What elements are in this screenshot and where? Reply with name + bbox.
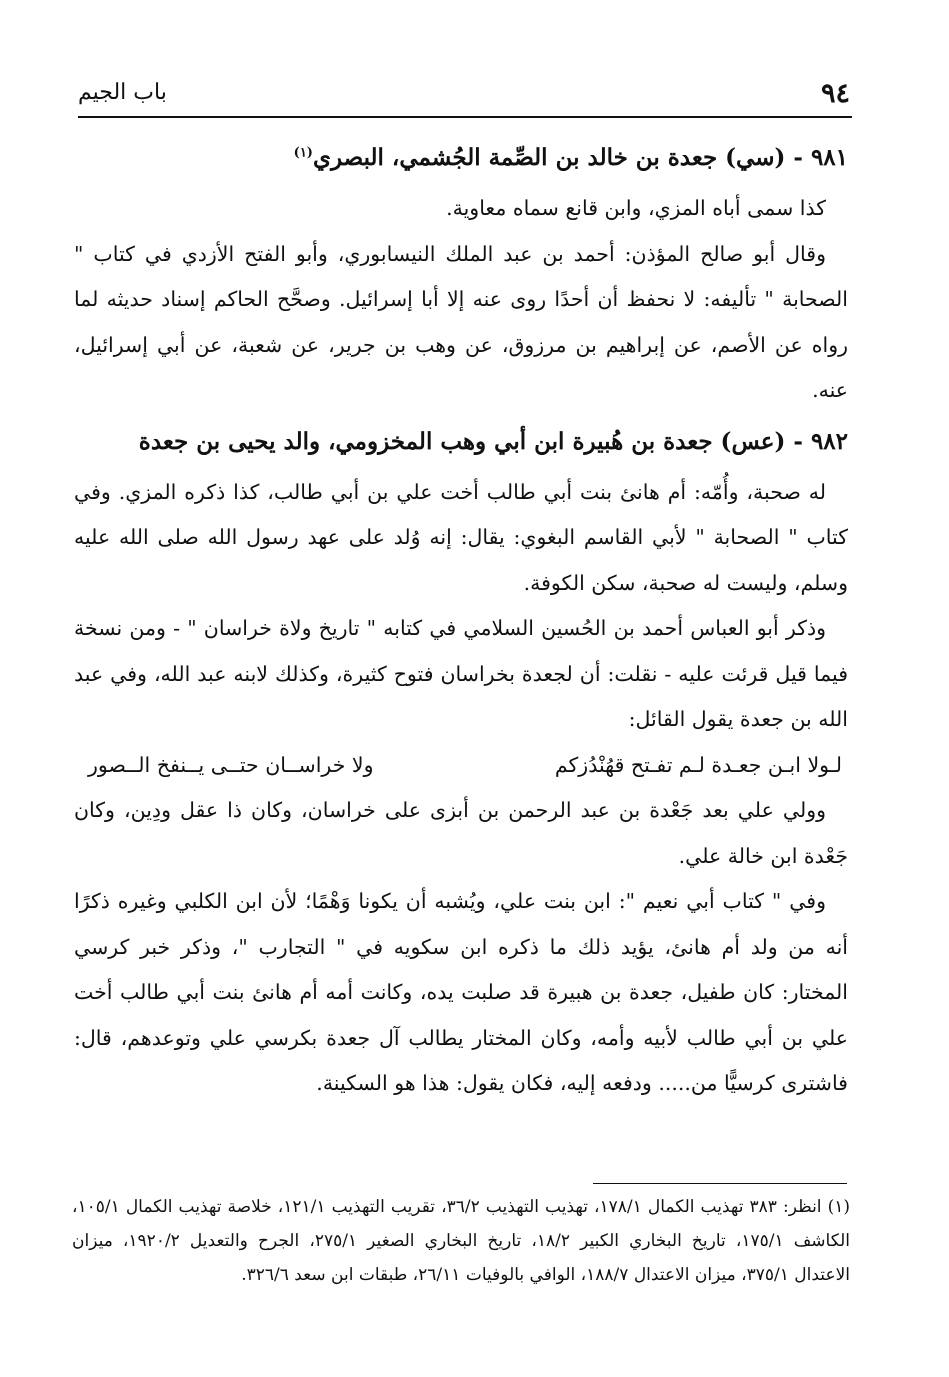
footnote-1: (١) انظر: ٣٨٣ تهذيب الكمال ١٧٨/١، تهذيب التهذيب ٣٦/٢، تقريب التهذيب ١٢١/١، خلاصة تهذيب الكمال ١٠٥/١، الكاشف ١٧٥/١، تاريخ البخاري الكبير ١٨/٢، تاريخ البخاري الصغير ٢٧٥/١، الجرح والتعديل ١٩٢٠/٢، ميزان الاعتدال ٣٧٥/١، ميزان الاعتدال ١٨٨/٧، الوافي بالوفيات ٢٦/١١، طبقات ابن سعد ٣٢٦/٦. — [72, 1197, 851, 1285]
chapter-title: باب الجيم — [78, 80, 167, 105]
entry-heading-982: ٩٨٢ - (عس) جعدة بن هُبيرة ابن أبي وهب المخزومي، والد يحيى بن جعدة — [138, 427, 848, 455]
entry-982-paragraph: وفي " كتاب أبي نعيم ": ابن بنت علي، ويُشبه أن يكونا وَهْمًا؛ لأن ابن الكلبي وغيره ذكرًا أنه من ولد أم هانئ، يؤيد ذلك ما ذكره ابن سكويه في " التجارب "، وذكر خبر كرسي المختار: كان طفيل، جعدة بن هبيرة قد صلبت يده، وكانت أمه أم هانئ بنت أبي طالب أخت علي بن أبي طالب لأبيه وأمه، وكان المختار يطالب آل جعدة بكرسي علي وتوعدهم، قال: فاشترى كرسيًّا من..... ودفعه إليه، فكان يقول: هذا هو السكينة. — [74, 889, 848, 1095]
header-rule — [78, 116, 852, 118]
page-header — [78, 68, 852, 118]
verse-first-hemistich: لـولا ابـن جعـدة لـم تفـتح قهُنْدُزكم — [554, 752, 842, 777]
footnotes — [72, 1190, 850, 1292]
verse-second-hemistich: ولا خراســان حتــى يــنفخ الــصور — [88, 752, 374, 777]
footnote-reference: (١) — [293, 145, 313, 161]
entry-heading-981-text: ٩٨١ - (سي) جعدة بن خالد بن الصِّمة الجُشمي، البصري — [312, 144, 848, 171]
entry-heading-981 — [74, 130, 848, 186]
page-number: ٩٤ — [820, 78, 850, 109]
page-body — [74, 130, 848, 1107]
poem-verse — [74, 743, 848, 789]
entry-981-paragraph: كذا سمى أباه المزي، وابن قانع سماه معاوية. — [446, 196, 826, 220]
entry-982-paragraph: وذكر أبو العباس أحمد بن الحُسين السلامي في كتابه " تاريخ ولاة خراسان " - ومن نسخة فيما قيل قرئت عليه - نقلت: أن لجعدة بخراسان فتوح كثيرة، وكذلك لابنه عبد الله، وفي عبد الله بن جعدة يقول القائل: — [74, 616, 848, 731]
footnote-separator — [593, 1183, 847, 1184]
entry-982-paragraph: وولي علي بعد جَعْدة بن عبد الرحمن بن أبزى على خراسان، وكان ذا عقل ودِين، وكان جَعْدة ابن خالة علي. — [74, 798, 848, 868]
entry-981-paragraph: وقال أبو صالح المؤذن: أحمد بن عبد الملك النيسابوري، وأبو الفتح الأزدي في كتاب " الصحابة " تأليفه: لا نحفظ أن أحدًا روى عنه إلا أبا إسرائيل. وصحَّح الحاكم إسناد حديثه لما رواه عن الأصم، عن إبراهيم بن مرزوق، عن وهب بن جرير، عن شعبة، عن أبي إسرائيل، عنه. — [74, 241, 848, 402]
entry-982-paragraph: له صحبة، وأُمّه: أم هانئ بنت أبي طالب أخت علي بن أبي طالب، كذا ذكره المزي. وفي كتاب " الصحابة " لأبي القاسم البغوي: يقال: إنه وُلد على عهد رسول الله صلى الله عليه وسلم، وليست له صحبة، سكن الكوفة. — [74, 479, 848, 595]
